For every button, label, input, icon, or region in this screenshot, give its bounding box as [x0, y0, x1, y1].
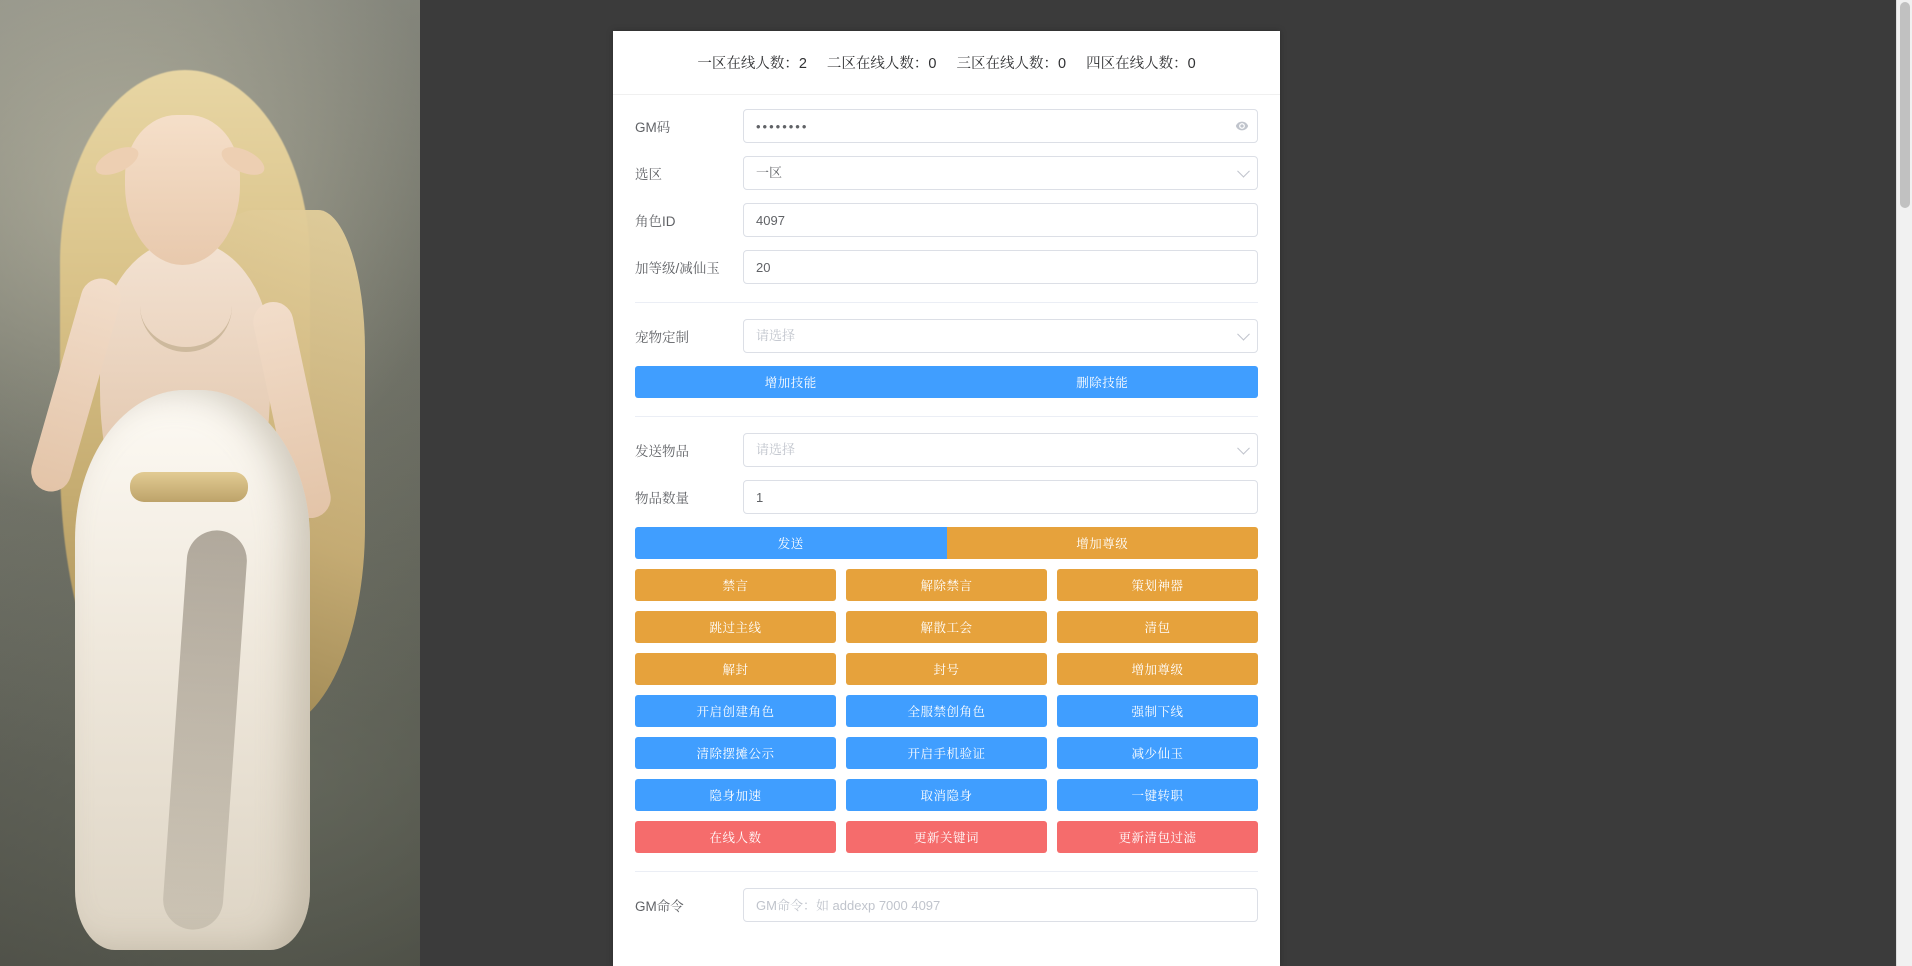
add-honor-level-button[interactable]: 增加尊级 — [947, 527, 1259, 559]
eye-icon[interactable] — [1235, 119, 1249, 133]
gm-command-input[interactable] — [743, 888, 1258, 922]
online-count-zone4: 四区在线人数：0 — [1086, 56, 1196, 72]
send-button-row — [635, 527, 1258, 559]
skip-mainline-button[interactable]: 跳过主线 — [635, 611, 836, 643]
enable-character-creation-button[interactable]: 开启创建角色 — [635, 695, 836, 727]
disband-guild-button[interactable]: 解散工会 — [846, 611, 1047, 643]
zone-select-value: 一区 — [756, 165, 783, 180]
planner-artifact-button[interactable]: 策划神器 — [1057, 569, 1258, 601]
scrollbar-thumb[interactable] — [1900, 2, 1910, 208]
pet-control — [743, 319, 1258, 353]
online-count-zone2: 二区在线人数：0 — [826, 56, 937, 72]
divider-3 — [635, 871, 1258, 872]
field-level — [635, 250, 1258, 284]
field-role-id — [635, 203, 1258, 237]
field-zone — [635, 156, 1258, 190]
gm-code-control — [743, 109, 1258, 143]
field-item-count — [635, 480, 1258, 514]
delete-skill-button[interactable]: 删除技能 — [947, 366, 1259, 398]
artwork-figure — [20, 60, 400, 966]
label-zone: 选区 — [635, 167, 662, 182]
background-artwork — [0, 0, 420, 966]
label-send-item: 发送物品 — [635, 444, 689, 459]
label-role-id: 角色ID — [635, 214, 676, 229]
online-count-button[interactable]: 在线人数 — [635, 821, 836, 853]
action-row-7 — [635, 821, 1258, 853]
field-gm-code — [635, 109, 1258, 143]
clear-stall-notice-button[interactable]: 清除摆摊公示 — [635, 737, 836, 769]
role-id-control — [743, 203, 1258, 237]
clear-bag-button[interactable]: 清包 — [1057, 611, 1258, 643]
ban-button[interactable]: 封号 — [846, 653, 1047, 685]
zone-control — [743, 156, 1258, 190]
action-row-6 — [635, 779, 1258, 811]
reduce-jade-button[interactable]: 减少仙玉 — [1057, 737, 1258, 769]
gm-command-control — [743, 888, 1258, 922]
add-skill-button[interactable]: 增加技能 — [635, 366, 947, 398]
skill-button-row — [635, 366, 1258, 398]
pet-select-value: 请选择 — [756, 328, 796, 343]
label-pet: 宠物定制 — [635, 330, 689, 345]
gm-panel — [613, 31, 1280, 966]
disable-character-creation-button[interactable]: 全服禁创角色 — [846, 695, 1047, 727]
role-id-input[interactable] — [743, 203, 1258, 237]
online-count-zone1: 一区在线人数：2 — [697, 56, 807, 72]
artwork-belt — [130, 472, 248, 502]
action-row-4 — [635, 695, 1258, 727]
cancel-stealth-button[interactable]: 取消隐身 — [846, 779, 1047, 811]
action-row-2 — [635, 611, 1258, 643]
send-item-control — [743, 433, 1258, 467]
level-control — [743, 250, 1258, 284]
label-gm-code: GM码 — [635, 120, 671, 135]
level-input[interactable] — [743, 250, 1258, 284]
item-count-input[interactable] — [743, 480, 1258, 514]
label-level: 加等级/减仙玉 — [635, 261, 720, 276]
online-count-bar — [613, 31, 1280, 95]
gm-form — [613, 95, 1280, 922]
one-click-job-change-button[interactable]: 一键转职 — [1057, 779, 1258, 811]
gm-code-input[interactable] — [743, 109, 1258, 143]
update-keywords-button[interactable]: 更新关键词 — [846, 821, 1047, 853]
unmute-button[interactable]: 解除禁言 — [846, 569, 1047, 601]
field-send-item — [635, 433, 1258, 467]
stealth-speed-button[interactable]: 隐身加速 — [635, 779, 836, 811]
unban-button[interactable]: 解封 — [635, 653, 836, 685]
action-row-3 — [635, 653, 1258, 685]
field-pet — [635, 319, 1258, 353]
send-item-select-value: 请选择 — [756, 442, 796, 457]
force-offline-button[interactable]: 强制下线 — [1057, 695, 1258, 727]
field-gm-command — [635, 888, 1258, 922]
label-gm-command: GM命令 — [635, 899, 684, 914]
label-item-count: 物品数量 — [635, 491, 689, 506]
enable-phone-verify-button[interactable]: 开启手机验证 — [846, 737, 1047, 769]
mute-button[interactable]: 禁言 — [635, 569, 836, 601]
update-clear-filter-button[interactable]: 更新清包过滤 — [1057, 821, 1258, 853]
zone-select[interactable] — [743, 156, 1258, 190]
send-item-select[interactable] — [743, 433, 1258, 467]
pet-select[interactable] — [743, 319, 1258, 353]
page-scrollbar[interactable] — [1896, 0, 1912, 966]
divider-1 — [635, 302, 1258, 303]
action-row-5 — [635, 737, 1258, 769]
divider-2 — [635, 416, 1258, 417]
online-count-zone3: 三区在线人数：0 — [956, 56, 1067, 72]
action-row-1 — [635, 569, 1258, 601]
send-button[interactable]: 发送 — [635, 527, 947, 559]
increase-honor-button[interactable]: 增加尊级 — [1057, 653, 1258, 685]
item-count-control — [743, 480, 1258, 514]
